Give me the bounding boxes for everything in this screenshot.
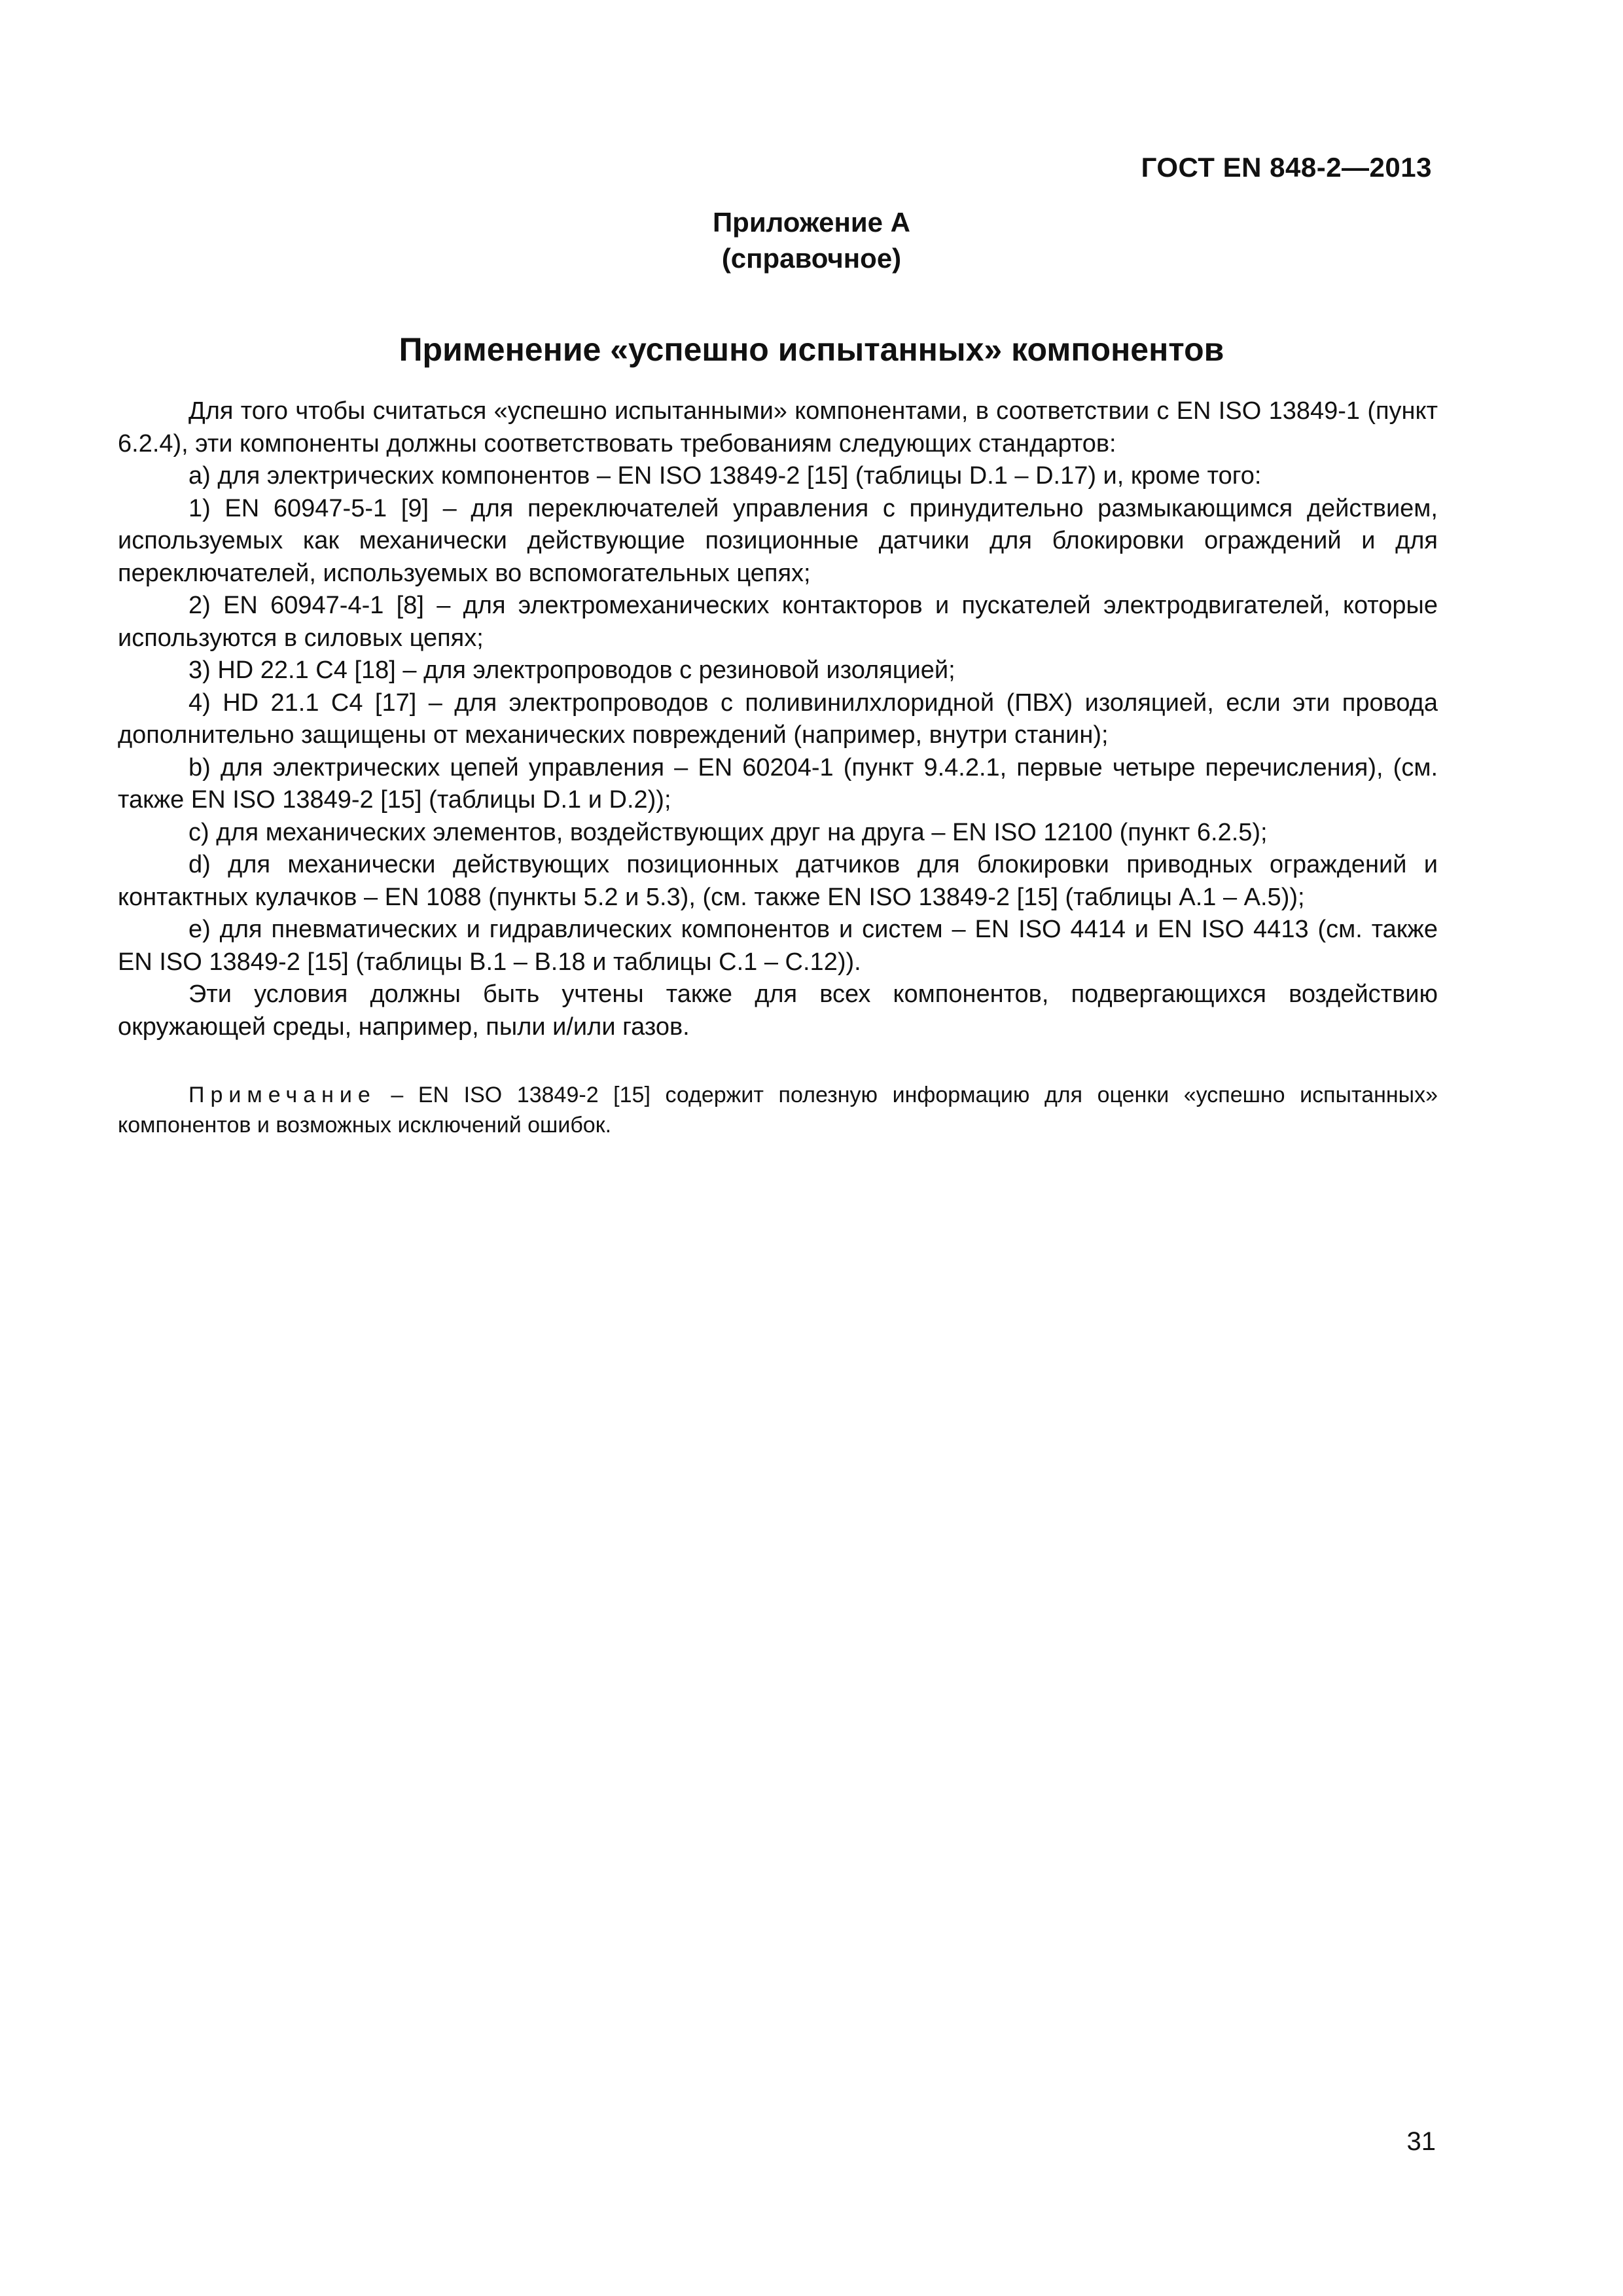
list-item-4: 4) HD 21.1 C4 [17] – для электропроводов с поливинилхлоридной (ПВХ) изоляцией, если эти провода дополнительно защищены от механических повреждений (например, внутри станин); — [118, 689, 1438, 749]
note-text: – EN ISO 13849-2 [15] содержит полезную информацию для оценки «успешно испытанных» компонентов и возможных исключений ошибок. — [118, 1083, 1438, 1138]
list-item-a: a) для электрических компонентов – EN ISO 13849-2 [15] (таблицы D.1 – D.17) и, кроме того: — [188, 462, 1262, 490]
appendix-kind: (справочное) — [721, 243, 902, 274]
note-paragraph — [118, 1080, 1438, 1140]
list-item-e: e) для пневматических и гидравлических компонентов и систем – EN ISO 4414 и EN ISO 4413 (см. также EN ISO 13849-2 [15] (таблицы В.1 – В.18 и таблицы С.1 – С.12)). — [118, 916, 1438, 976]
appendix-heading — [0, 204, 1623, 276]
list-item-2: 2) EN 60947-4-1 [8] – для электромеханических контакторов и пускателей электродвигателей, которые используются в силовых цепях; — [118, 592, 1438, 652]
paragraph-conditions: Эти условия должны быть учтены также для всех компонентов, подвергающихся воздействию окружающей среды, например, пыли и/или газов. — [118, 980, 1438, 1041]
list-item-c: c) для механических элементов, воздействующих друг на друга – EN ISO 12100 (пункт 6.2.5); — [188, 818, 1268, 846]
body-text — [118, 395, 1438, 1043]
paragraph-intro: Для того чтобы считаться «успешно испытанными» компонентами, в соответствии с EN ISO 13849-1 (пункт 6.2.4), эти компоненты должны соответствовать требованиям следующих стандартов: — [118, 397, 1438, 457]
appendix-label: Приложение А — [712, 207, 911, 238]
list-item-d: d) для механически действующих позиционных датчиков для блокировки приводных ограждений и контактных кулачков – EN 1088 (пункты 5.2 и 5.3), (см. также EN ISO 13849-2 [15] (таблицы А.1 – А.5)); — [118, 851, 1438, 911]
list-item-b: b) для электрических цепей управления – EN 60204-1 (пункт 9.4.2.1, первые четыре перечисления), (см. также EN ISO 13849-2 [15] (таблицы D.1 и D.2)); — [118, 753, 1438, 814]
list-item-1: 1) EN 60947-5-1 [9] – для переключателей управления с принудительно размыкающимся действием, используемых как механически действующие позиционные датчики для блокировки ограждений и для переключателей, используемых во вспомогательных цепях; — [118, 494, 1438, 587]
page-number: 31 — [1406, 2127, 1436, 2156]
note-label: Примечание — [188, 1083, 376, 1107]
document-code-header: ГОСТ EN 848-2—2013 — [1141, 152, 1432, 183]
list-item-3: 3) HD 22.1 C4 [18] – для электропроводов с резиновой изоляцией; — [188, 656, 955, 684]
section-title: Применение «успешно испытанных» компонентов — [399, 331, 1224, 368]
note-block — [118, 1080, 1438, 1140]
